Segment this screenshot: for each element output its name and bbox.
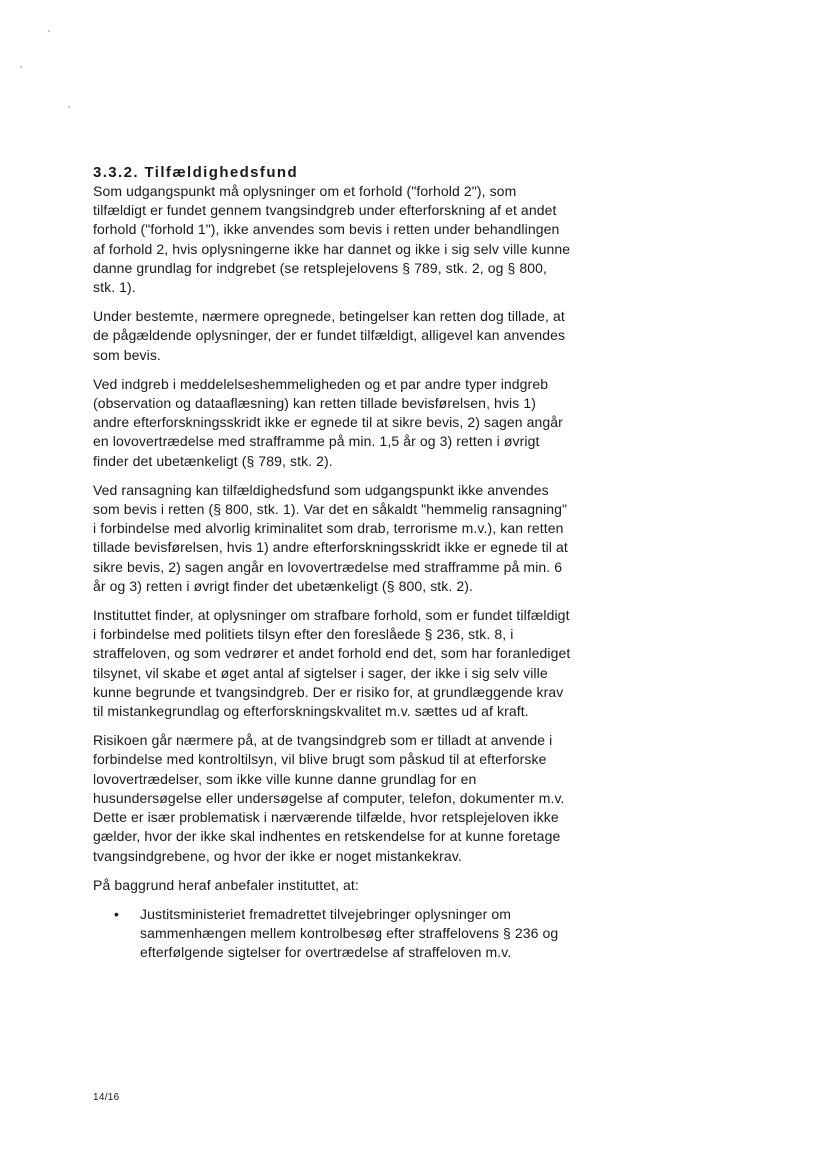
paragraph: Risikoen går nærmere på, at de tvangsindgreb som er tilladt at anvende i forbindelse med kontroltilsyn, vil blive brugt som påskud til at efterforske lovovertrædelser, som ikke ville kunne danne grundlag for en husundersøgelse eller undersøgelse af computer, telefon, dokumenter m.v. Dette er især problematisk i nærværende tilfælde, hvor retsplejeloven ikke gælder, hvor der ikke skal indhentes en retskendelse for at kunne foretage tvangsindgrebene, og hvor der ikke er noget mistankekrav. [93, 732, 565, 864]
scan-artifact-dot [48, 30, 50, 32]
paragraph: Ved indgreb i meddelelseshemmeligheden og et par andre typer indgreb (observation og dataaflæsning) kan retten tillade bevisførelsen, hvis 1) andre efterforskningsskridt ikke er egnede til at sikre bevis, 2) sagen angår en lovovertrædelse med strafframme på min. 1,5 år og 3) retten i øvrigt finder det ubetænkeligt (§ 789, stk. 2). [93, 375, 563, 469]
bullet-icon: • [114, 905, 120, 922]
paragraph: Ved ransagning kan tilfældighedsfund som udgangspunkt ikke anvendes som bevis i retten (§ 800, stk. 1). Var det en såkaldt "hemmelig ransagning" i forbindelse med alvorlig kriminalitet som drab, terrorisme m.v.), kan retten tillade bevisførelsen, hvis 1) andre efterforskningsskridt ikke er egnede til at sikre bevis, 2) sagen angår en lovovertrædelse med strafframme på min. 6 år og 3) retten i øvrigt finder det ubetænkeligt (§ 800, stk. 2). [93, 481, 568, 594]
document-body [93, 163, 573, 963]
page-number: 14/16 [93, 1092, 120, 1103]
paragraph: Som udgangspunkt må oplysninger om et forhold ("forhold 2"), som tilfældigt er fundet gennem tvangsindgreb under efterforskning af et andet forhold ("forhold 1"), ikke anvendes som bevis i retten under behandlingen af forhold 2, hvis oplysningerne ikke har dannet og ikke i sig selv ville kunne danne grundlag for indgrebet (se retsplejelovens § 789, stk. 2, og § 800, stk. 1). [93, 183, 571, 296]
paragraph: På baggrund heraf anbefaler instituttet, at: [93, 876, 359, 893]
list-item [93, 905, 573, 963]
paragraph: Under bestemte, nærmere opregnede, betingelser kan retten dog tillade, at de pågældende oplysninger, der er fundet tilfældigt, alligevel kan anvendes som bevis. [93, 308, 566, 363]
scan-artifact-dot [68, 106, 70, 108]
recommendation-list [93, 905, 573, 963]
list-item-text: Justitsministeriet fremadrettet tilvejebringer oplysninger om sammenhængen mellem kontrolbesøg efter straffelovens § 236 og efterfølgende sigtelser for overtrædelse af straffeloven m.v. [140, 905, 559, 961]
scan-artifact-dot [20, 66, 22, 68]
section-heading: 3.3.2. Tilfældighedsfund [93, 164, 299, 181]
paragraph: Instituttet finder, at oplysninger om strafbare forhold, som er fundet tilfældigt i forbindelse med politiets tilsyn efter den foreslåede § 236, stk. 8, i straffeloven, og som vedrører et andet forhold end det, som har foranlediget tilsynet, vil skabe et øget antal af sigtelser i sager, der ikke i sig selv ville kunne begrunde et tvangsindgreb. Der er risiko for, at grundlæggende krav til mistankegrundlag og efterforskningskvalitet m.v. sættes ud af kraft. [93, 607, 571, 720]
